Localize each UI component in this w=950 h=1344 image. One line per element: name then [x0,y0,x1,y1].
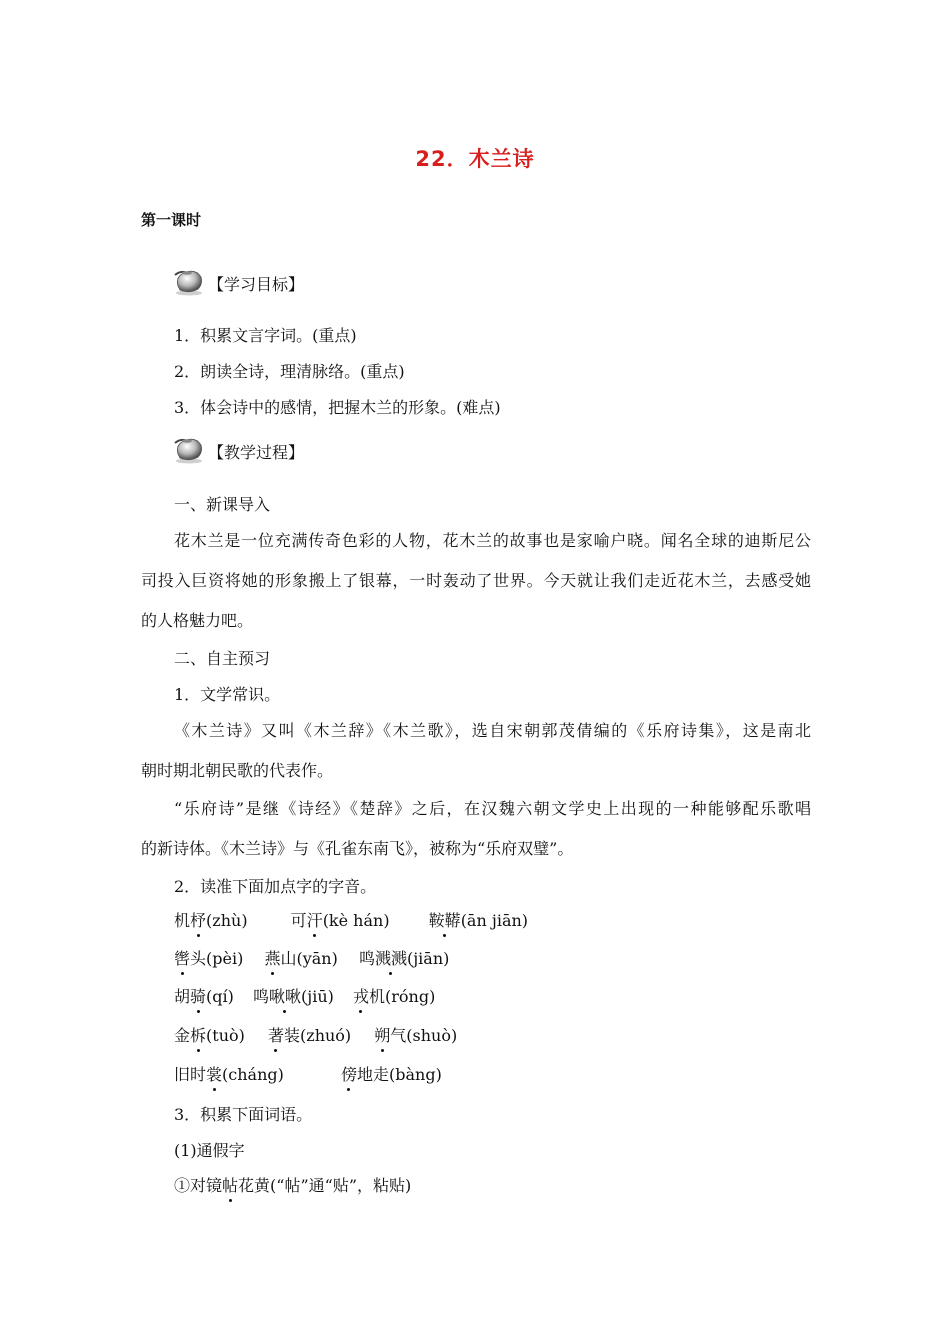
vocab-item: ①对镜帖花黄(“帖”通“贴”，粘贴) [174,1176,412,1195]
dotted-char: 朔 [374,1026,391,1045]
paragraph-line: 的人格魅力吧。 [141,611,254,630]
dotted-char: 啾啾 [268,987,301,1006]
pinyin-entry: 鸣溅溅(jiān) [358,949,450,968]
paragraph-line: 《木兰诗》又叫《木兰辞》《木兰歌》，选自宋朝郭茂倩编的《乐府诗集》，这是南北 [174,721,811,740]
dotted-char: 帖 [222,1176,239,1195]
section-process-label: 【教学过程】 [208,443,305,462]
pinyin-entry: 旧时裳(cháng) [174,1065,284,1084]
teapot-icon [172,266,206,296]
goal-item: 3．体会诗中的感情，把握木兰的形象。(难点) [174,398,501,417]
pinyin-row [174,1064,460,1086]
pinyin-entry: 鞍鞯(ān jiān) [428,911,529,930]
section-goals-label: 【学习目标】 [208,275,305,294]
pinyin-entry: 辔头(pèi) [174,949,244,968]
subheading: 1．文学常识。 [174,685,281,704]
dotted-char: 骑 [190,987,207,1006]
part1-heading: 一、新课导入 [174,495,271,514]
dotted-char: 溅溅 [374,949,407,968]
pinyin-entry: 金柝(tuò) [174,1026,245,1045]
pinyin-row [174,910,546,932]
dotted-char: 裳 [206,1065,223,1084]
paragraph-line: 花木兰是一位充满传奇色彩的人物，花木兰的故事也是家喻户晓。闻名全球的迪斯尼公 [174,531,811,550]
dotted-char: 著 [267,1026,284,1045]
goal-item: 2．朗读全诗，理清脉络。(重点) [174,362,405,381]
subheading: 3．积累下面词语。 [174,1105,313,1124]
subheading: 2．读准下面加点字的字音。 [174,877,377,896]
subheading: (1)通假字 [174,1141,245,1160]
pinyin-entry: 鸣啾啾(jiū) [252,987,334,1006]
paragraph-line: 朝时期北朝民歌的代表作。 [141,761,334,780]
paragraph-line: 司投入巨资将她的形象搬上了银幕，一时轰动了世界。今天就让我们走近花木兰，去感受她 [141,571,811,590]
teapot-icon [172,434,206,464]
pinyin-row [174,948,467,970]
pinyin-row [174,986,453,1008]
pinyin-entry: 燕山(yān) [264,949,338,968]
pinyin-entry: 机杼(zhù) [174,911,248,930]
pinyin-entry: 可汗(kè hán) [290,911,390,930]
pinyin-entry: 著装(zhuó) [267,1026,352,1045]
pinyin-entry: 胡骑(qí) [174,987,234,1006]
page-title: 22．木兰诗 [415,147,535,171]
goal-item: 1．积累文言字词。(重点) [174,326,357,345]
dotted-char: 汗 [306,911,323,930]
part2-heading: 二、自主预习 [174,649,271,668]
pinyin-entry: 傍地走(bàng) [340,1065,442,1084]
dotted-char: 傍 [340,1065,357,1084]
dotted-char: 辔 [174,949,191,968]
dotted-char: 戎 [352,987,369,1006]
section-goals [172,262,304,296]
dotted-char: 柝 [190,1026,207,1045]
dotted-char: 燕 [264,949,281,968]
pinyin-row [174,1025,475,1047]
pinyin-entry: 戎机(róng) [352,987,436,1006]
paragraph-line: 的新诗体。《木兰诗》与《孔雀东南飞》，被称为“乐府双璧”。 [141,839,574,858]
dotted-char: 杼 [190,911,207,930]
paragraph-line: “乐府诗”是继《诗经》《楚辞》之后，在汉魏六朝文学史上出现的一种能够配乐歌唱 [174,799,811,818]
dotted-char: 鞍鞯 [428,911,461,930]
section-process [172,430,304,464]
lesson-label: 第一课时 [141,211,202,229]
pinyin-entry: 朔气(shuò) [374,1026,458,1045]
